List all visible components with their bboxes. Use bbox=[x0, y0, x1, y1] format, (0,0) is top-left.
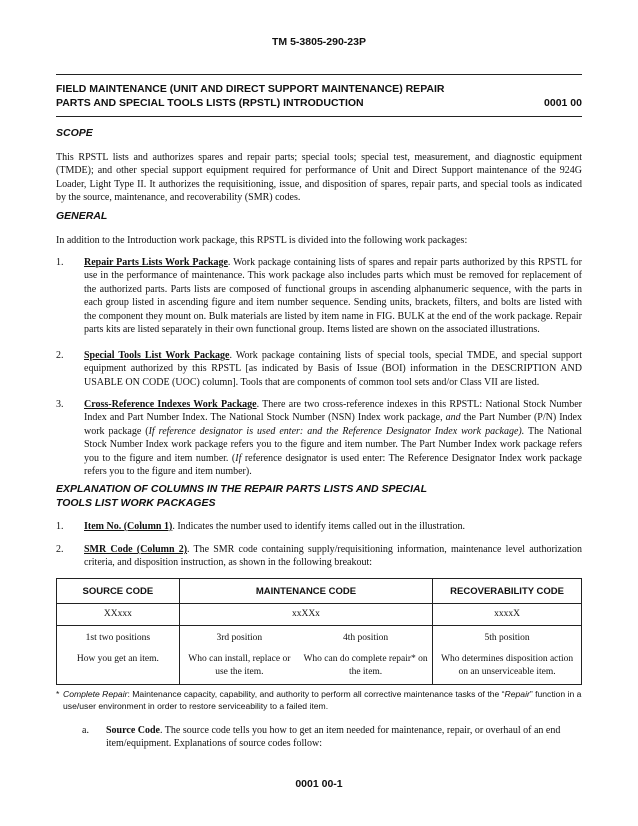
position-recoverability: 5th position bbox=[433, 625, 582, 647]
item-number: 2. bbox=[56, 350, 64, 361]
item-text: . The SMR code containing supply/requisitioning information, maintenance level authorization criteria, and disposition instruction, as shown in the following breakout: bbox=[84, 544, 582, 569]
maintenance-code-header: MAINTENANCE CODE bbox=[179, 579, 432, 604]
item-text-d: reference designator is used enter: The Reference Designator Index work package refers you to the figure and item number). bbox=[84, 452, 582, 478]
item-text: . Indicates the number used to identify items called out in the illustration. bbox=[172, 521, 466, 532]
item-number: a. bbox=[82, 725, 89, 736]
item-label: Cross-Reference Indexes Work Package bbox=[84, 399, 257, 410]
item-text-and: and bbox=[445, 412, 461, 424]
scope-heading: SCOPE bbox=[56, 127, 93, 139]
general-item-2 bbox=[56, 349, 582, 389]
item-number: 1. bbox=[56, 521, 64, 532]
item-text: . Work package containing lists of spares and repair parts authorized by this RPSTL for use in the performance of maintenance. This work package also includes parts which must be removed for replacement of the authorized parts. Parts lists are composed of functional groups in ascending alphanumeric sequence, with the parts in each group listed in ascending figure and item number sequence. Sending units, brackets, filters, and bolts are listed with the component they mount on. Bulk materials are listed by item name in FIG. BULK at the end of the work package. Repair parts kits are listed separately in their own functional group. Items listed are shown on the associated illustrations. bbox=[84, 257, 582, 336]
complete-repair-footnote bbox=[56, 688, 582, 712]
position-maintenance-4th: 4th position bbox=[343, 632, 389, 643]
item-text-italic: If reference designator is used enter: and the Reference Designator Index work package). bbox=[148, 425, 525, 437]
footnote-text-a: : Maintenance capacity, capability, and authority to perform all corrective maintenance tasks of the “ bbox=[127, 689, 505, 699]
item-label: Special Tools List Work Package bbox=[84, 350, 230, 361]
scope-text: This RPSTL lists and authorizes spares and repair parts; special tools; special test, measurement, and diagnostic equipment (TMDE); and other special support equipment required for performance of Unit and Direct Support maintenance of the 924G Loader, Light Type II. It authorizes the requisitioning, issue, and disposition of spares, repair parts, and special tools as indicated by the source, maintenance, and recoverability (SMR) codes. bbox=[56, 152, 582, 204]
source-code-header: SOURCE CODE bbox=[57, 579, 180, 604]
footnote-star: * bbox=[56, 689, 60, 699]
item-text-c: The National Stock Number Index work package refers you to the figure and item number. The Part Number Index work package refers you to the figure and item number. ( bbox=[84, 425, 582, 464]
explanation-heading-line-2: TOOLS LIST WORK PACKAGES bbox=[56, 497, 216, 509]
item-text: . Work package containing lists of special tools, special TMDE, and special support equipment authorized by this RPSTL [as indicated by Basis of Issue (BOI) information in the DESCRIPTION AND USABLE ON CODE (UOC) column]. Tools that are components of common tool sets and/or Class VII are listed. bbox=[84, 350, 582, 388]
item-number: 3. bbox=[56, 399, 64, 410]
explanation-heading-line-1: EXPLANATION OF COLUMNS IN THE REPAIR PARTS LISTS AND SPECIAL bbox=[56, 483, 428, 495]
recoverability-code-pattern: xxxxX bbox=[433, 604, 582, 626]
general-heading: GENERAL bbox=[56, 210, 108, 222]
desc-install: Who can install, replace or use the item. bbox=[179, 647, 299, 685]
doc-number-header: TM 5-3805-290-23P bbox=[272, 36, 366, 48]
general-intro: In addition to the Introduction work package, this RPSTL is divided into the following work packages: bbox=[56, 235, 468, 246]
explanation-item-2 bbox=[56, 543, 582, 570]
page-number: 0001 00-1 bbox=[295, 778, 343, 790]
item-number: 2. bbox=[56, 544, 64, 555]
title-line-2: PARTS AND SPECIAL TOOLS LISTS (RPSTL) INTRODUCTION bbox=[56, 97, 364, 109]
desc-repair: Who can do complete repair* on the item. bbox=[303, 654, 428, 677]
source-code-paragraph bbox=[82, 724, 582, 751]
source-code-pattern: XXxxx bbox=[57, 604, 180, 626]
item-label: Source Code bbox=[106, 725, 160, 736]
title-rule-bottom bbox=[56, 116, 582, 117]
work-package-id: 0001 00 bbox=[544, 97, 582, 109]
title-line-1: FIELD MAINTENANCE (UNIT AND DIRECT SUPPORT MAINTENANCE) REPAIR bbox=[56, 83, 445, 95]
title-rule-top bbox=[56, 74, 582, 75]
recoverability-code-header: RECOVERABILITY CODE bbox=[433, 579, 582, 604]
page-title bbox=[56, 82, 582, 110]
position-source: 1st two positions bbox=[85, 632, 151, 643]
general-item-3 bbox=[56, 398, 582, 478]
desc-disposition: Who determines disposition action on an unserviceable item. bbox=[433, 647, 582, 685]
item-text: . The source code tells you how to get an item needed for maintenance, repair, or overhaul of an end item/equipment. Explanations of source codes follow: bbox=[106, 725, 561, 750]
item-label: SMR Code (Column 2) bbox=[84, 544, 188, 555]
smr-code-table bbox=[56, 578, 582, 685]
item-text-italic-2: If bbox=[235, 452, 242, 464]
explanation-item-1 bbox=[56, 520, 582, 533]
general-item-1 bbox=[56, 256, 582, 336]
footnote-repair-word: Repair bbox=[504, 689, 530, 699]
maintenance-code-pattern: xxXXx bbox=[179, 604, 432, 626]
footnote-text-b: ” function in a use/user environment in order to restore serviceability to a failed item. bbox=[63, 689, 582, 711]
item-label: Repair Parts Lists Work Package bbox=[84, 257, 228, 268]
item-text-b: the Part Number (P/N) Index work package ( bbox=[84, 412, 582, 437]
desc-source: How you get an item. bbox=[76, 654, 159, 664]
explanation-heading bbox=[56, 482, 427, 510]
item-label: Item No. (Column 1) bbox=[84, 521, 173, 532]
item-number: 1. bbox=[56, 257, 64, 268]
item-text-a: . There are two cross-reference indexes in this RPSTL: National Stock Number Index and Part Number Index. The National Stock Number (NSN) Index work package, bbox=[84, 399, 582, 424]
footnote-term: Complete Repair bbox=[63, 689, 128, 699]
position-maintenance-3rd: 3rd position bbox=[179, 625, 299, 647]
